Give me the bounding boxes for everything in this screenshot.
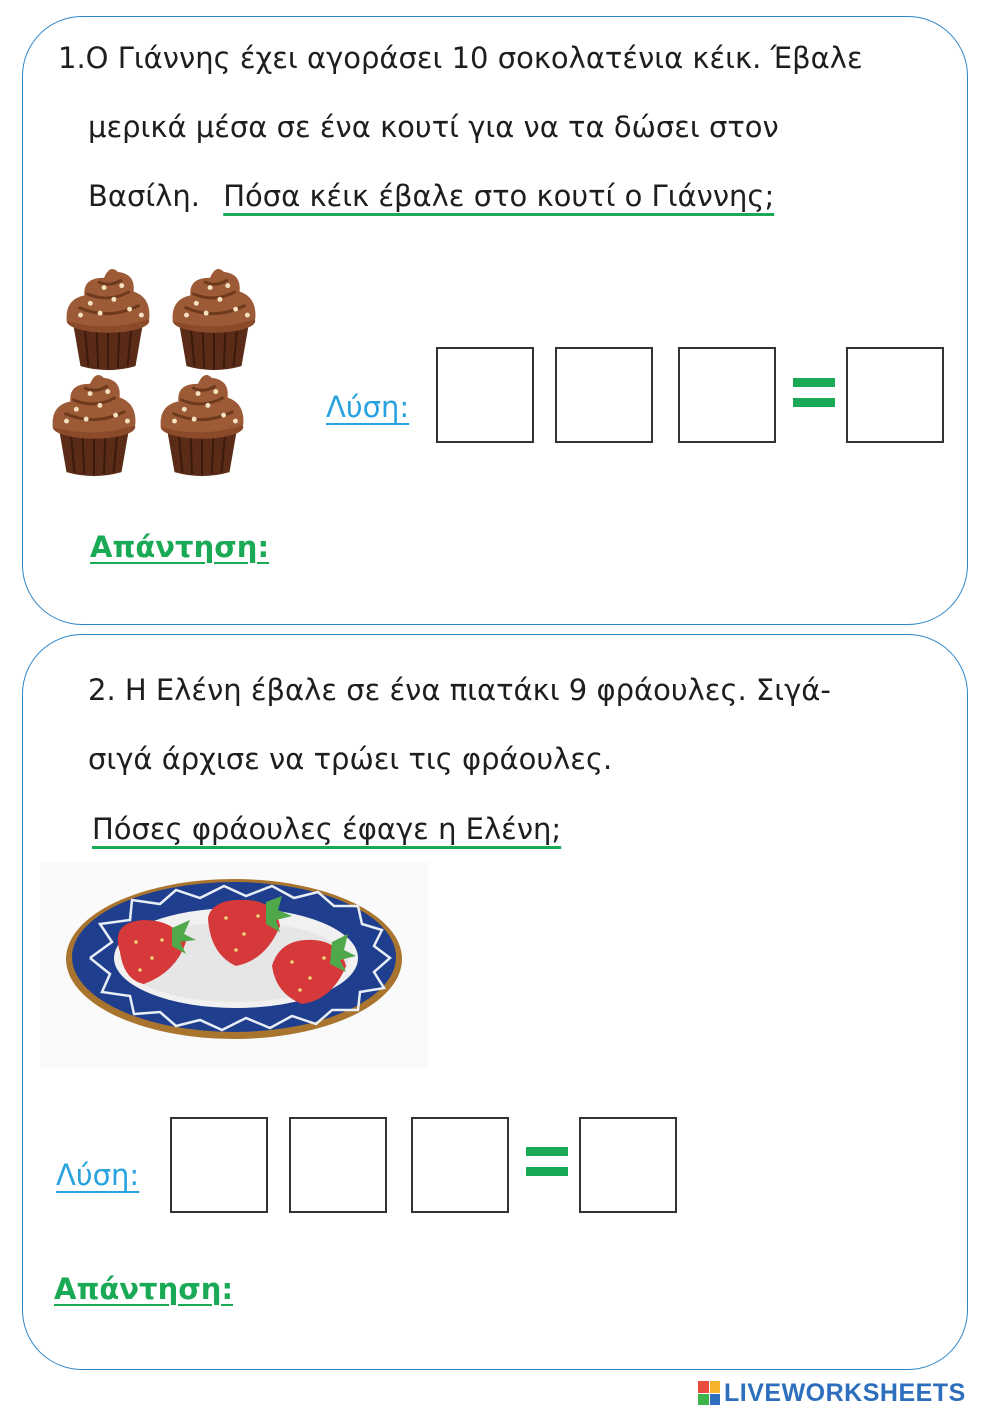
cupcake-icon: [46, 370, 142, 480]
cupcake-icon: [166, 264, 262, 374]
exercise-2-line-1: 2. Η Ελένη έβαλε σε ένα πιατάκι 9 φράουλες. Σιγά-: [88, 673, 831, 707]
liveworksheets-brand[interactable]: [698, 1378, 966, 1408]
strawberry-plate-image: [40, 862, 428, 1068]
exercise-2-operator-box[interactable]: [289, 1117, 387, 1213]
exercise-1-solution-label: Λύση:: [326, 390, 410, 424]
exercise-2-line-2: σιγά άρχισε να τρώει τις φράουλες.: [88, 742, 613, 776]
exercise-2-operand-2-box[interactable]: [411, 1117, 509, 1213]
strawberry-plate-icon: [40, 862, 428, 1068]
exercise-1-line-3: [88, 178, 774, 214]
exercise-2-solution-label: Λύση:: [56, 1158, 140, 1192]
exercise-1-result-box[interactable]: [846, 347, 944, 443]
exercise-1-line-1: 1.Ο Γιάννης έχει αγοράσει 10 σοκολατένια κέικ. Έβαλε: [58, 41, 863, 75]
exercise-2-question: Πόσες φράουλες έφαγε η Ελένη;: [92, 812, 562, 846]
exercise-1-line-3-prefix: Βασίλη.: [88, 179, 200, 213]
cupcake-icon: [60, 264, 156, 374]
exercise-1-operator-box[interactable]: [555, 347, 653, 443]
equals-sign: [526, 1147, 568, 1179]
liveworksheets-logo-icon: [698, 1381, 720, 1405]
brand-name: LIVEWORKSHEETS: [724, 1378, 966, 1407]
exercise-1-question: Πόσα κέικ έβαλε στο κουτί ο Γιάννης;: [223, 179, 775, 213]
exercise-1-answer-label: Απάντηση:: [90, 530, 270, 564]
cupcake-icon: [154, 370, 250, 480]
exercise-1-line-2: μερικά μέσα σε ένα κουτί για να τα δώσει στον: [88, 110, 779, 144]
equals-sign: [793, 378, 835, 410]
exercise-1-operand-1-box[interactable]: [436, 347, 534, 443]
exercise-1-operand-2-box[interactable]: [678, 347, 776, 443]
exercise-2-answer-label: Απάντηση:: [54, 1272, 234, 1306]
exercise-2-operand-1-box[interactable]: [170, 1117, 268, 1213]
exercise-2-result-box[interactable]: [579, 1117, 677, 1213]
